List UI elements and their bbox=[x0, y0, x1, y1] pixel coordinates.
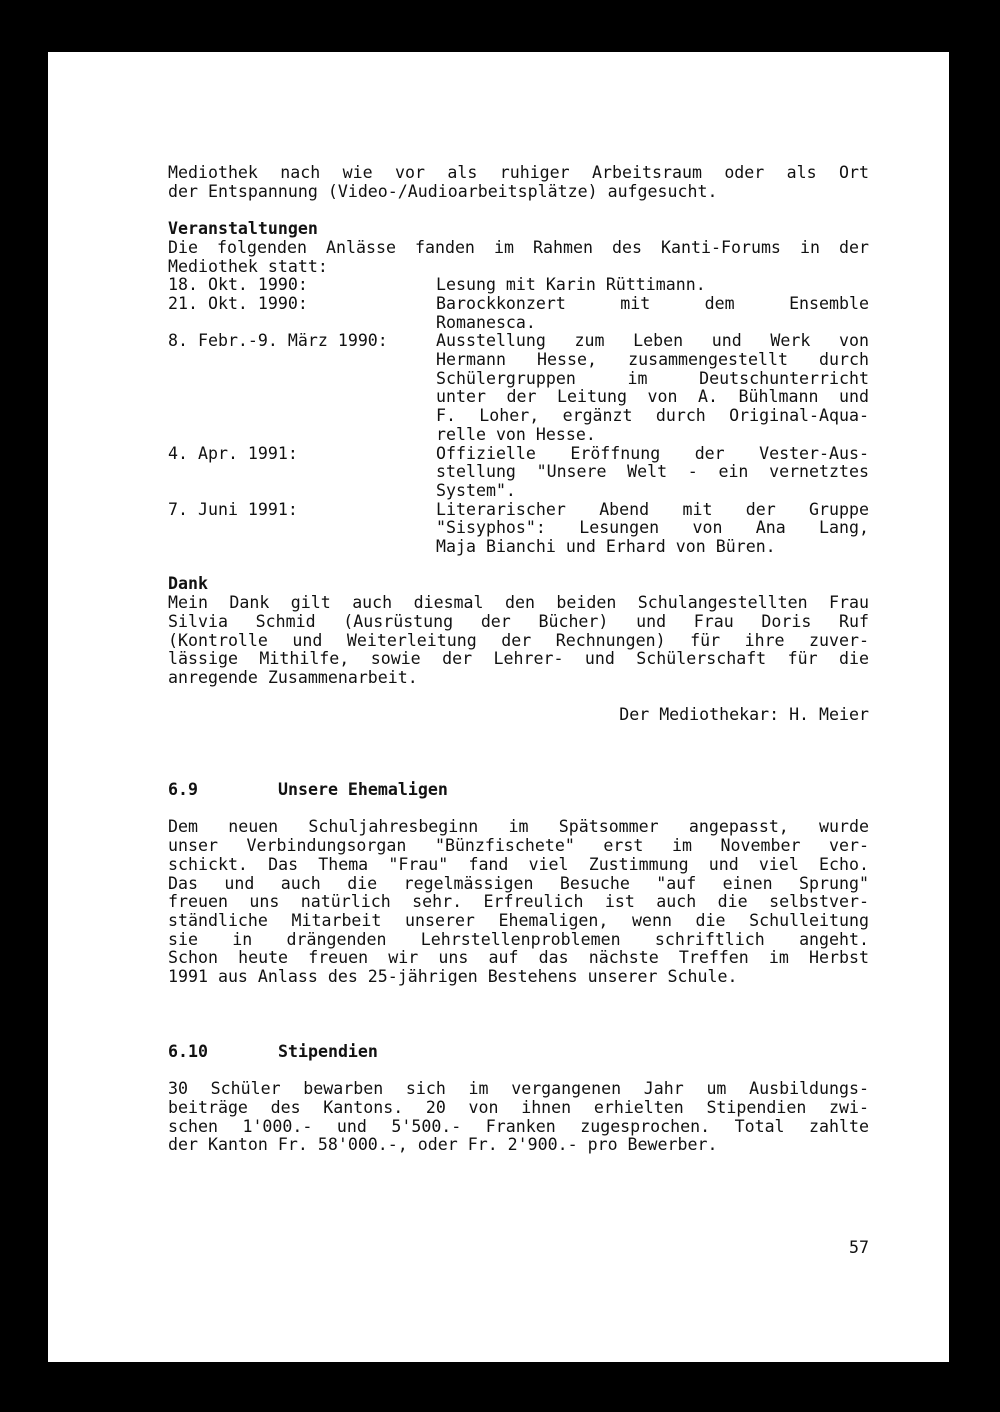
section-title: Unsere Ehemaligen bbox=[278, 780, 448, 800]
section-number: 6.9 bbox=[168, 780, 198, 800]
text-line: schickt. Das Thema "Frau" fand viel Zustimmung und viel Echo. bbox=[168, 854, 869, 874]
text-line: der Entspannung (Video-/Audioarbeitsplätze) aufgesucht. bbox=[168, 181, 718, 201]
text-line: lässige Mithilfe, sowie der Lehrer- und Schülerschaft für die bbox=[168, 649, 869, 669]
event-item bbox=[168, 332, 869, 444]
document-page bbox=[48, 52, 949, 1362]
text-line: Silvia Schmid (Ausrüstung der Bücher) und Frau Doris Ruf bbox=[168, 611, 869, 631]
text-line: Romanesca. bbox=[436, 312, 536, 332]
text-line: ständliche Mitarbeit unserer Ehemaligen, wenn die Schulleitung bbox=[168, 910, 869, 930]
text-line: (Kontrolle und Weiterleitung der Rechnungen) für ihre zuver- bbox=[168, 630, 869, 650]
event-date: 21. Okt. 1990: bbox=[168, 293, 308, 313]
event-description bbox=[436, 501, 869, 557]
veranstaltungen-section bbox=[168, 220, 869, 557]
event-description bbox=[436, 295, 869, 332]
section-6-9 bbox=[168, 781, 869, 987]
text-line: Schon heute freuen wir uns auf das nächste Treffen im Herbst bbox=[168, 948, 869, 968]
text-line: Mediothek nach wie vor als ruhiger Arbeitsraum oder als Ort bbox=[168, 163, 869, 182]
text-line: "Sisyphos": Lesungen von Ana Lang, bbox=[436, 518, 869, 538]
text-line: Hermann Hesse, zusammengestellt durch bbox=[436, 350, 869, 370]
text-line: unser Verbindungsorgan "Bünzfischete" erst im November ver- bbox=[168, 836, 869, 856]
section-heading bbox=[168, 1043, 869, 1062]
text-line: 1991 aus Anlass des 25-jährigen Bestehens unserer Schule. bbox=[168, 967, 738, 987]
section-6-10 bbox=[168, 1043, 869, 1155]
text-line: schen 1'000.- und 5'500.- Franken zugesprochen. Total zahlte bbox=[168, 1116, 869, 1136]
event-item bbox=[168, 295, 869, 332]
veranstaltungen-heading: Veranstaltungen bbox=[168, 219, 318, 239]
text-line: Mein Dank gilt auch diesmal den beiden Schulangestellten Frau bbox=[168, 593, 869, 613]
text-line: F. Loher, ergänzt durch Original-Aqua- bbox=[436, 406, 869, 426]
page-content bbox=[168, 164, 869, 1155]
event-description bbox=[436, 332, 869, 444]
text-line: Maja Bianchi und Erhard von Büren. bbox=[436, 537, 776, 557]
text-line: Schülergruppen im Deutschunterricht bbox=[436, 368, 869, 388]
text-line: sie in drängenden Lehrstellenproblemen schriftlich angeht. bbox=[168, 929, 869, 949]
event-description bbox=[436, 276, 869, 295]
event-date: 18. Okt. 1990: bbox=[168, 275, 308, 295]
text-line: anregende Zusammenarbeit. bbox=[168, 667, 418, 687]
event-date: 8. Febr.-9. März 1990: bbox=[168, 331, 388, 351]
text-line: beiträge des Kantons. 20 von ihnen erhielten Stipendien zwi- bbox=[168, 1097, 869, 1117]
text-line: der Kanton Fr. 58'000.-, oder Fr. 2'900.- pro Bewerber. bbox=[168, 1135, 718, 1155]
text-line: Dem neuen Schuljahresbeginn im Spätsommer angepasst, wurde bbox=[168, 817, 869, 837]
text-line: 30 Schüler bewarben sich im vergangenen Jahr um Ausbildungs- bbox=[168, 1079, 869, 1099]
page-number: 57 bbox=[849, 1238, 869, 1257]
text-line: freuen uns natürlich sehr. Erfreulich ist auch die selbstver- bbox=[168, 892, 869, 912]
text-line: Offizielle Eröffnung der Vester-Aus- bbox=[436, 443, 869, 463]
text-line: Mediothek statt: bbox=[168, 256, 328, 276]
section-title: Stipendien bbox=[278, 1041, 378, 1061]
text-line: relle von Hesse. bbox=[436, 424, 596, 444]
dank-section bbox=[168, 575, 869, 725]
text-line: Barockkonzert mit dem Ensemble bbox=[436, 293, 869, 313]
text-line: Lesung mit Karin Rüttimann. bbox=[436, 275, 706, 295]
text-line: unter der Leitung von A. Bühlmann und bbox=[436, 387, 869, 407]
section-number: 6.10 bbox=[168, 1041, 208, 1061]
event-item bbox=[168, 276, 869, 295]
section-heading bbox=[168, 781, 869, 800]
text-line: Das und auch die regelmässigen Besuche "auf einen Sprung" bbox=[168, 873, 869, 893]
event-item bbox=[168, 501, 869, 557]
text-line: Die folgenden Anlässe fanden im Rahmen des Kanti-Forums in der bbox=[168, 237, 869, 257]
event-date: 4. Apr. 1991: bbox=[168, 443, 298, 463]
intro-paragraph bbox=[168, 164, 869, 201]
dank-heading: Dank bbox=[168, 574, 208, 594]
text-line: stellung "Unsere Welt - ein vernetztes bbox=[436, 462, 869, 482]
signature: Der Mediothekar: H. Meier bbox=[619, 705, 869, 725]
text-line: Literarischer Abend mit der Gruppe bbox=[436, 499, 869, 519]
event-item bbox=[168, 445, 869, 501]
text-line: Ausstellung zum Leben und Werk von bbox=[436, 331, 869, 351]
event-description bbox=[436, 445, 869, 501]
event-date: 7. Juni 1991: bbox=[168, 499, 298, 519]
text-line: System". bbox=[436, 480, 516, 500]
